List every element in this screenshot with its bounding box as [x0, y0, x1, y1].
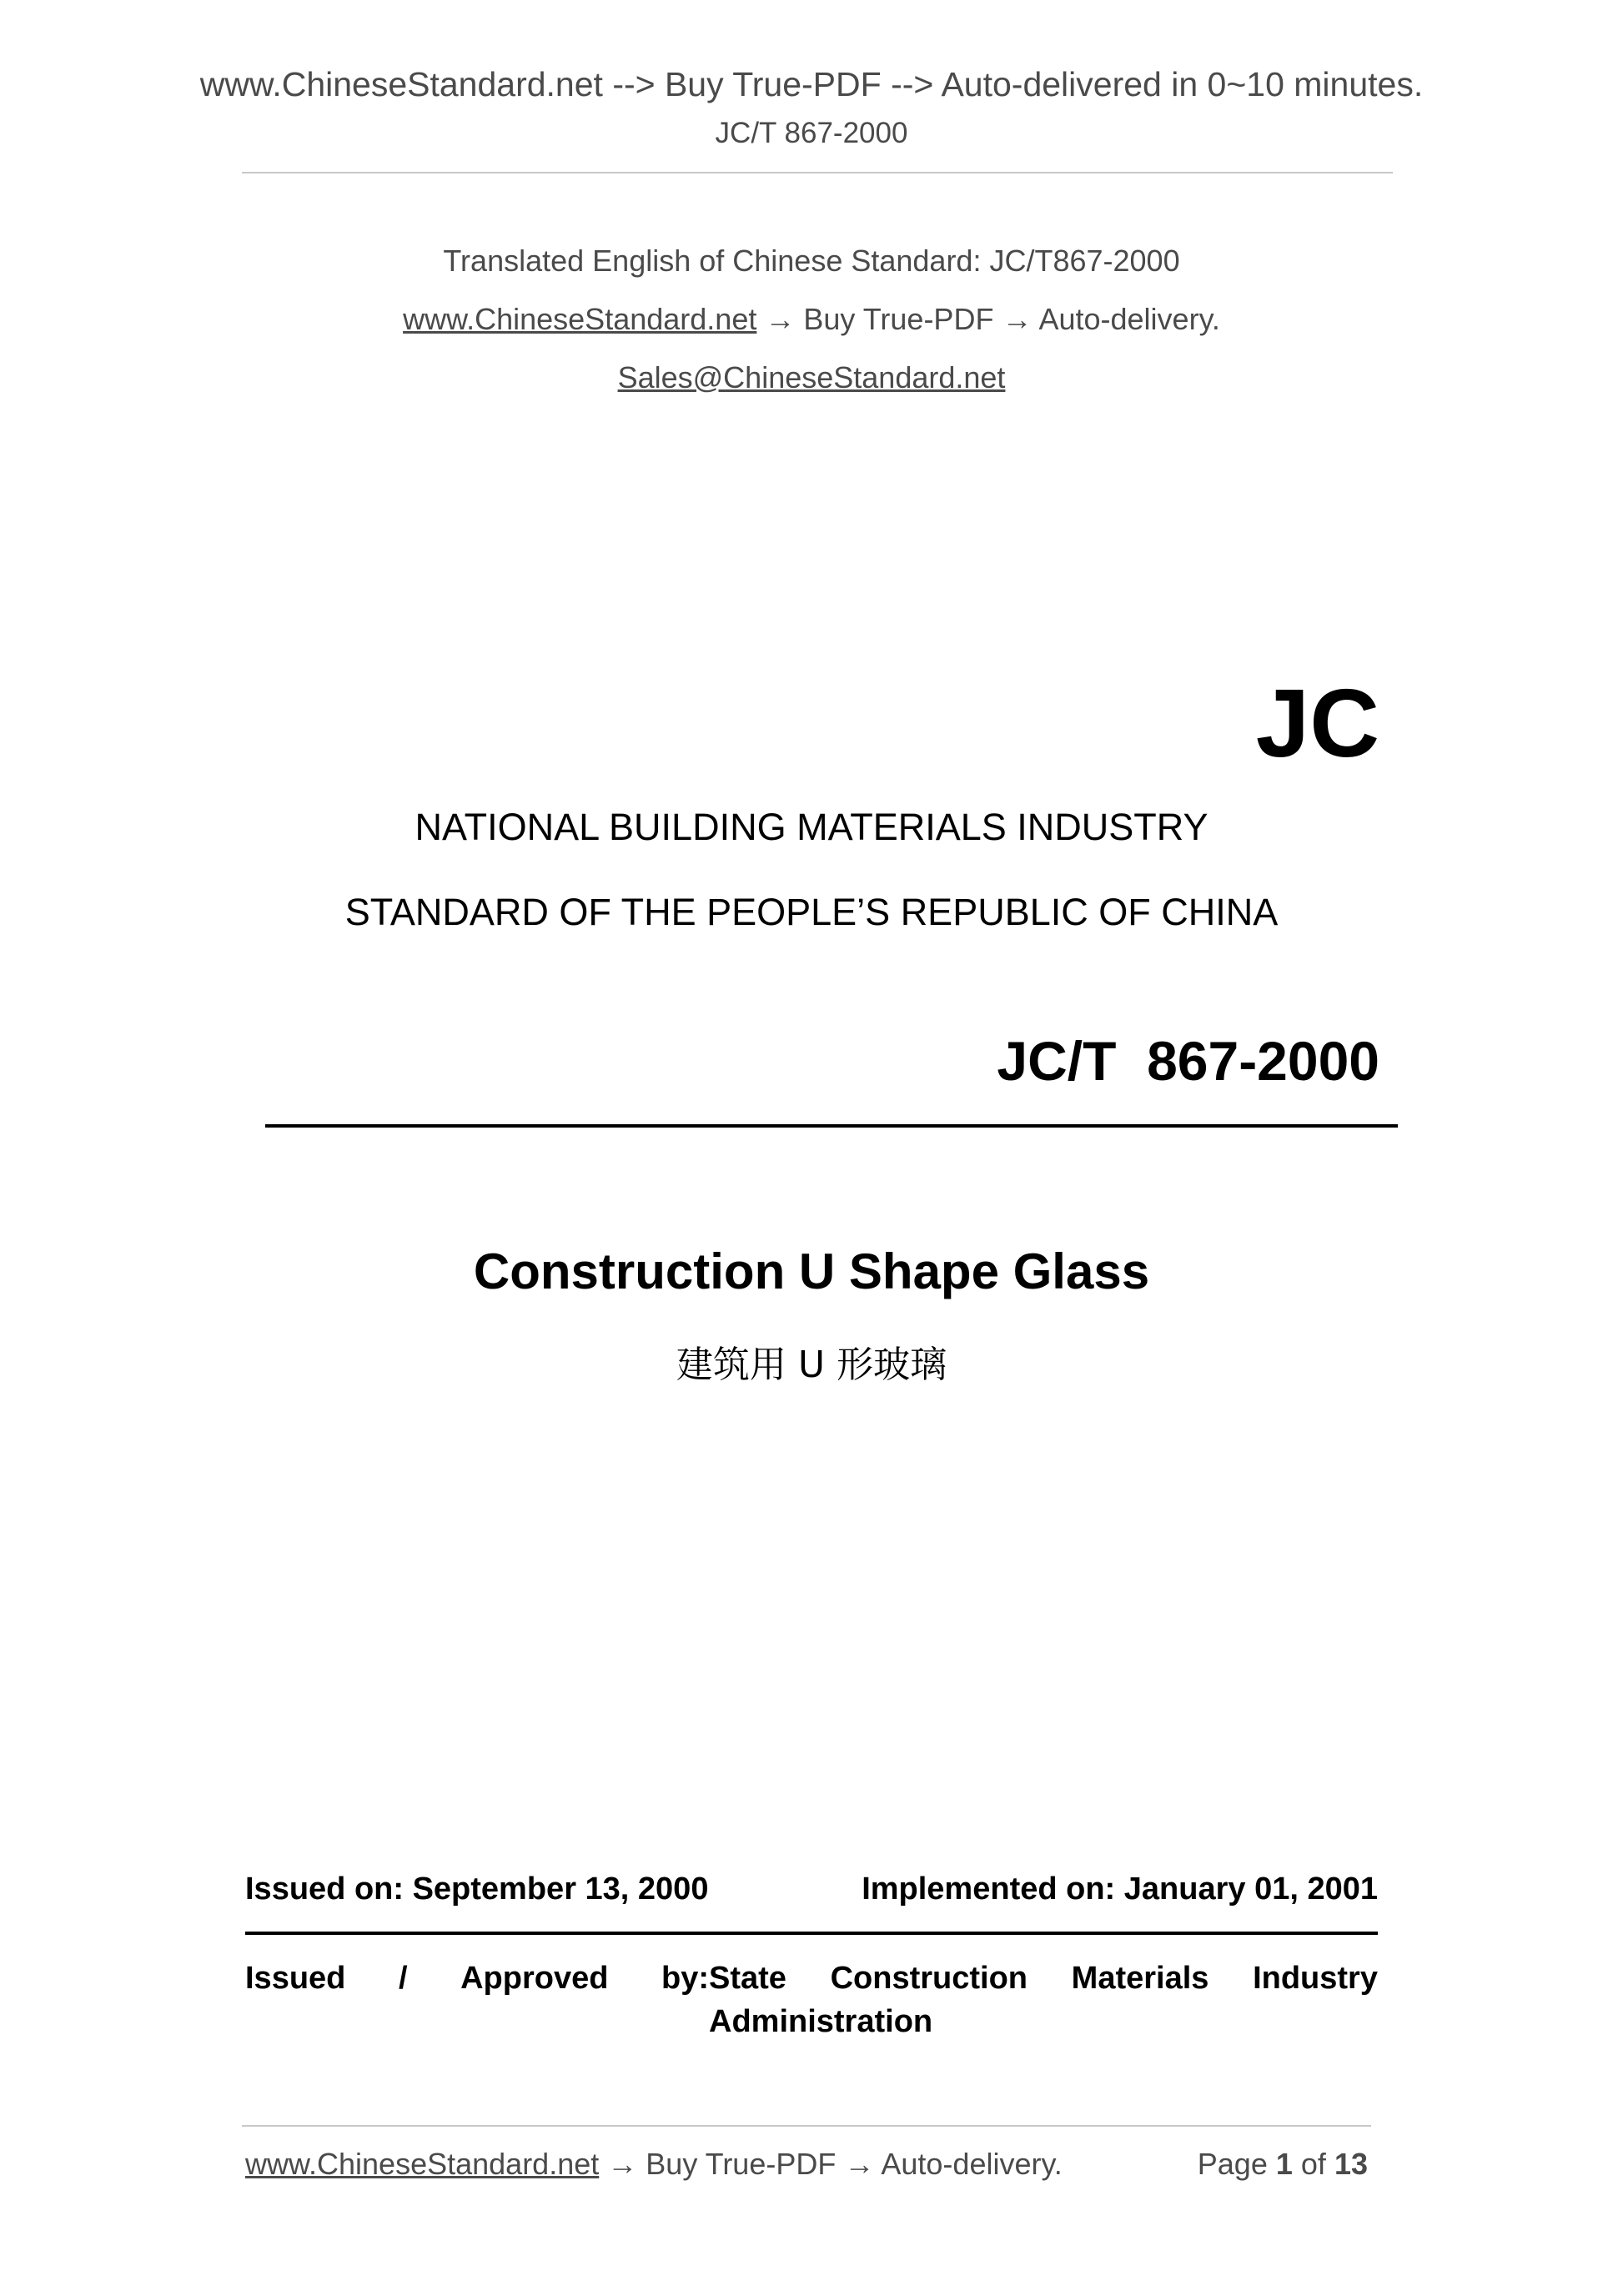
authority-word: State	[709, 1961, 786, 1996]
issue-divider	[245, 1932, 1378, 1935]
authority-line-2: Administration	[709, 2004, 933, 2039]
standard-number	[997, 1029, 1379, 1093]
org-line-1: NATIONAL BUILDING MATERIALS INDUSTRY	[415, 806, 1208, 848]
header-standard-code: JC/T 867-2000	[715, 117, 908, 149]
arrow-icon: →	[607, 2147, 638, 2181]
approval-authority	[709, 1957, 1378, 2043]
translation-links	[0, 302, 1623, 337]
arrow-icon: →	[765, 302, 796, 336]
approval-label-word: Approved	[460, 1961, 609, 1996]
page-indicator	[1198, 2147, 1368, 2182]
implemented-on-date: Implemented on: January 01, 2001	[862, 1871, 1378, 1907]
arrow-icon: →	[1002, 302, 1033, 336]
footer-site-link[interactable]: www.ChineseStandard.net	[245, 2147, 600, 2181]
email-row	[0, 360, 1623, 395]
page-total: 13	[1334, 2147, 1368, 2181]
footer-buy-text: Buy True-PDF	[646, 2147, 837, 2181]
footer-links	[245, 2147, 1063, 2182]
approval-label	[245, 1957, 709, 2000]
page-of: of	[1300, 2147, 1326, 2181]
standard-divider	[265, 1124, 1398, 1128]
translation-title: Translated English of Chinese Standard: JC/T867-2000	[443, 244, 1180, 278]
issued-on-date: Issued on: September 13, 2000	[245, 1871, 709, 1907]
page-label: Page	[1197, 2147, 1268, 2181]
org-line-2: STANDARD OF THE PEOPLE’S REPUBLIC OF CHINA	[344, 891, 1279, 933]
document-title: Construction U Shape Glass	[473, 1243, 1150, 1299]
approval-label-word: Issued	[245, 1961, 346, 1996]
authority-word: Materials	[1071, 1961, 1209, 1996]
jc-mark: JC	[1255, 669, 1379, 777]
approval-label-word: /	[398, 1961, 408, 1996]
page-current: 1	[1275, 2147, 1293, 2181]
document-title-chinese: 建筑用 U 形玻璃	[676, 1344, 947, 1386]
authority-word: Industry	[1253, 1961, 1378, 1996]
footer-divider	[242, 2125, 1371, 2127]
delivery-text: Auto-delivery.	[1038, 302, 1220, 336]
authority-word: Construction	[830, 1961, 1028, 1996]
footer-delivery-text: Auto-delivery.	[881, 2147, 1063, 2181]
arrow-icon: →	[844, 2147, 875, 2181]
approval-label-word: by:	[661, 1961, 709, 1996]
standard-number-text: JC/T 867-2000	[997, 1030, 1379, 1092]
header-tagline: www.ChineseStandard.net --> Buy True-PDF --> Auto-delivered in 0~10 minutes.	[199, 65, 1424, 103]
buy-text: Buy True-PDF	[803, 302, 994, 336]
email-link[interactable]: Sales@ChineseStandard.net	[617, 360, 1006, 394]
site-link[interactable]: www.ChineseStandard.net	[403, 302, 757, 336]
header-divider	[242, 172, 1393, 173]
